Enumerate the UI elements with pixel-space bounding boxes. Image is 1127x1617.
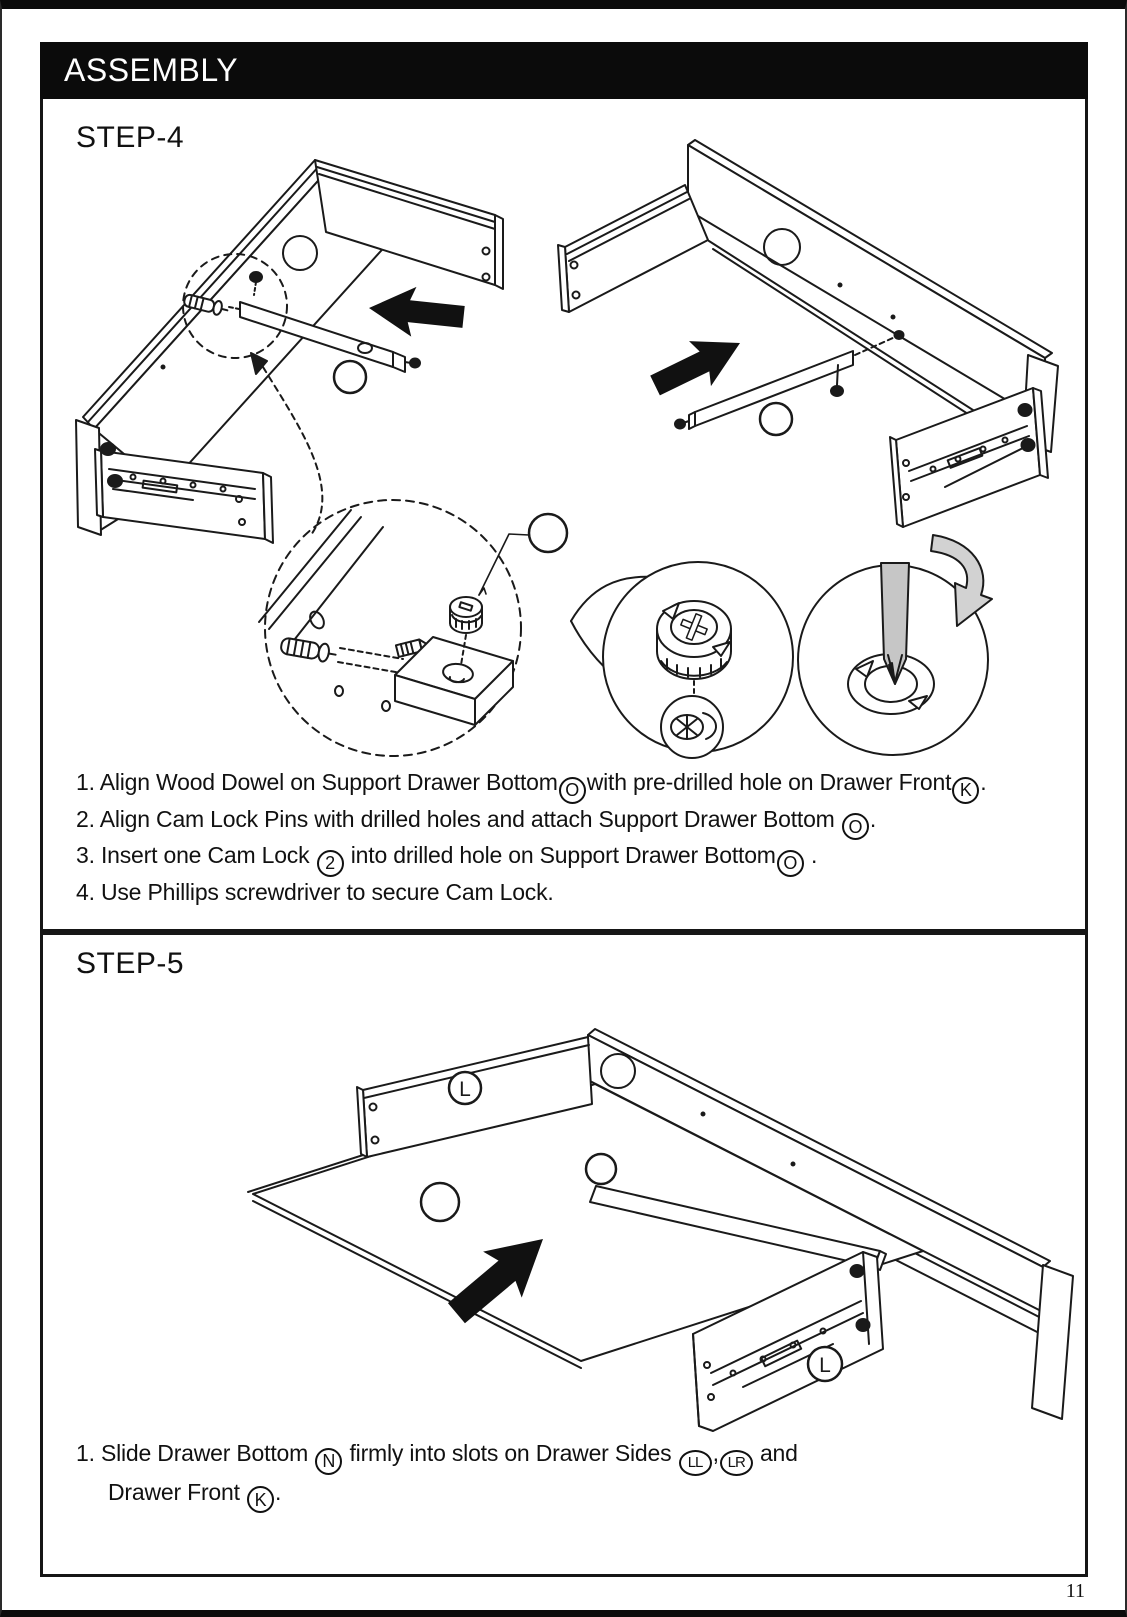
instruction-line: 3. Insert one Cam Lock 2 into drilled hole on Support Drawer Bottom O . (76, 840, 987, 877)
side-right-label: L (819, 1354, 831, 1377)
insert-direction-arrow (366, 282, 466, 342)
instruction-line: Drawer Front K . (108, 1476, 798, 1514)
part-label-O: O (559, 777, 586, 804)
part-label-O: O (777, 850, 804, 877)
right-assembly-drawing (558, 140, 1058, 527)
rail-peg (857, 1319, 870, 1331)
support-block (335, 637, 513, 725)
part-label-K: K (952, 777, 979, 804)
wood-dowel (280, 636, 337, 663)
instruction-line: 1. Align Wood Dowel on Support Drawer Bottom O with pre-drilled hole on Drawer Front K . (76, 767, 987, 804)
part-label-circle (334, 361, 366, 393)
side-left-label: L (459, 1078, 471, 1101)
instruction-line: 1. Slide Drawer Bottom N firmly into slots on Drawer Sides LL , LR and (76, 1437, 798, 1476)
step5-panel (40, 932, 1088, 1577)
instruction-line: 4. Use Phillips screwdriver to secure Cam Lock. (76, 878, 554, 905)
part-label-LL: LL (679, 1450, 712, 1476)
left-assembly-drawing (76, 160, 503, 543)
cam-lock-closeup-bubble (571, 535, 992, 758)
cam-pin (675, 420, 685, 429)
step4-diagram (43, 99, 1085, 764)
cam-lock-detail-view (259, 500, 567, 756)
part-label-LR: LR (720, 1450, 753, 1476)
cam-pin (410, 359, 420, 368)
rail-peg (851, 1265, 864, 1277)
cam-lock-inserted-view (661, 696, 723, 758)
step4-instructions (76, 767, 987, 908)
section-header-label: ASSEMBLY (64, 52, 239, 88)
cam-lock-dot (831, 386, 843, 396)
rail-peg (108, 475, 122, 487)
step5-instructions (76, 1437, 798, 1513)
part-label-K: K (247, 1486, 274, 1513)
step5-title: STEP-5 (76, 947, 185, 980)
insert-direction-arrow (644, 321, 751, 408)
part-label-circle (760, 403, 792, 435)
part-label-O: O (842, 813, 869, 840)
page-number: 11 (1065, 1580, 1085, 1602)
hardware-label-2: 2 (317, 850, 344, 877)
instruction-line: 2. Align Cam Lock Pins with drilled holes and attach Support Drawer Bottom O . (76, 804, 987, 841)
part-label-N: N (315, 1448, 342, 1475)
section-header (40, 42, 1088, 99)
cam-lock-dot (250, 272, 262, 282)
step4-panel (40, 99, 1088, 932)
rail-peg (101, 443, 115, 455)
rail-peg (1019, 404, 1032, 416)
step5-diagram (43, 935, 1085, 1435)
part-label-circle (529, 514, 567, 552)
rail-peg (1022, 439, 1035, 451)
step4-title: STEP-4 (76, 121, 185, 154)
part-label-circle (586, 1154, 616, 1184)
